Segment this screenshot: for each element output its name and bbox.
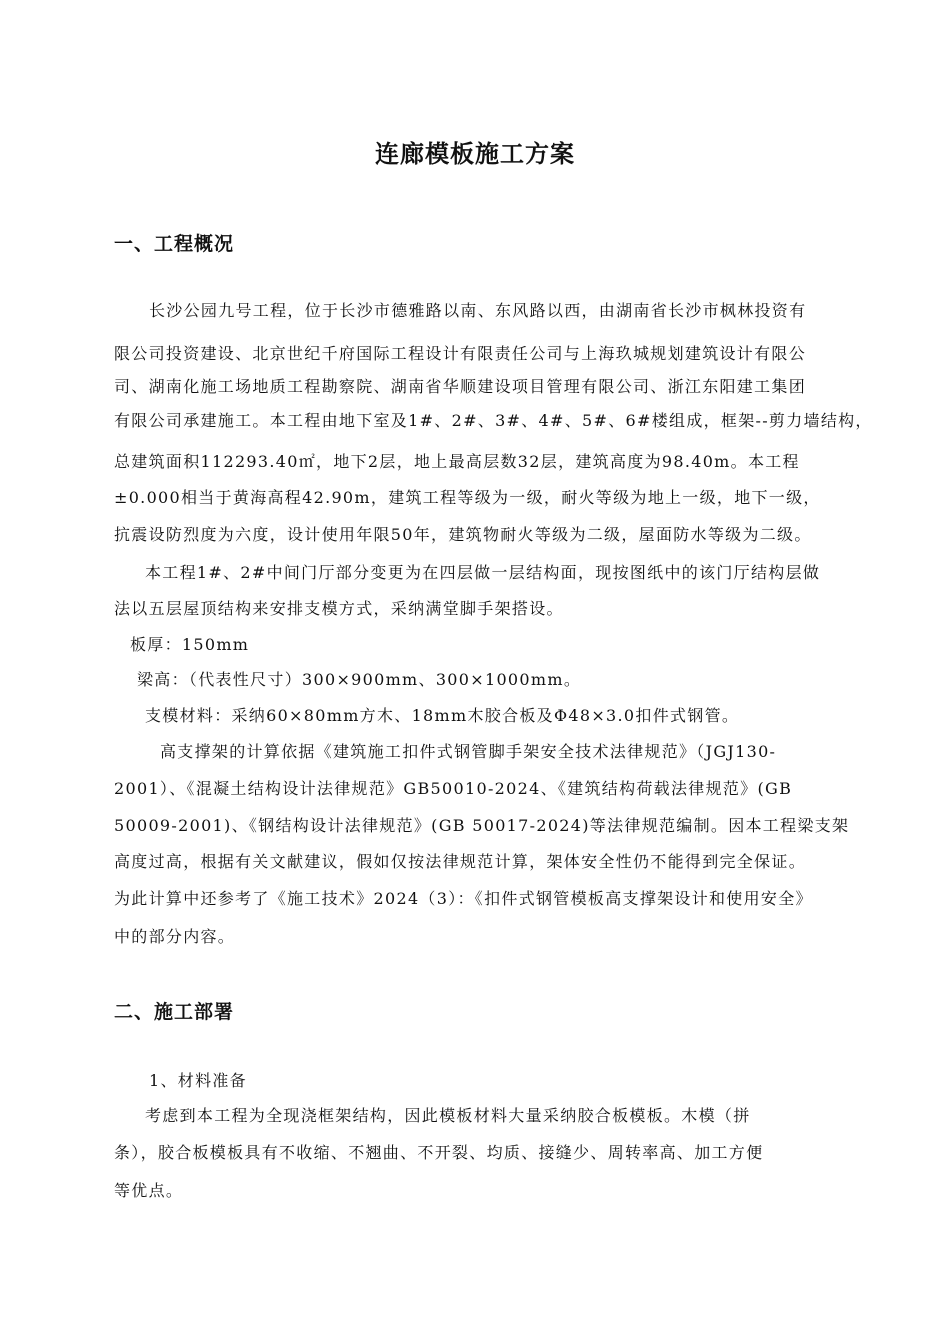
- paragraph-line: 条），胶合板模板具有不收缩、不翘曲、不开裂、均质、接缝少、周转率高、加工方便: [114, 1143, 764, 1162]
- paragraph-line: 2001）、《混凝土结构设计法律规范》GB50010-2024、《建筑结构荷载法律规范》(GB: [114, 779, 793, 798]
- slab-thickness-spec: 板厚：150mm: [130, 635, 250, 654]
- document-title: 连廊模板施工方案: [375, 140, 575, 168]
- paragraph-line: 有限公司承建施工。本工程由地下室及1#、2#、3#、4#、5#、6#楼组成，框架--剪力墙结构，: [114, 411, 873, 430]
- formwork-material-spec: 支模材料：采纳60×80mm方木、18mm木胶合板及Φ48×3.0扣件式钢管。: [145, 706, 740, 725]
- beam-height-spec: 梁高：（代表性尺寸）300×900mm、300×1000mm。: [137, 670, 582, 689]
- paragraph-line: 本工程1#、2#中间门厅部分变更为在四层做一层结构面，现按图纸中的该门厅结构层做: [145, 563, 821, 582]
- paragraph-line: 总建筑面积112293.40㎡，地下2层，地上最高层数32层，建筑高度为98.40m。本工程: [114, 452, 800, 471]
- subheading-material-preparation: 1、材料准备: [149, 1071, 247, 1090]
- paragraph-line: 抗震设防烈度为六度，设计使用年限50年，建筑物耐火等级为二级，屋面防水等级为二级。: [114, 525, 812, 544]
- paragraph-line: 高支撑架的计算依据《建筑施工扣件式钢管脚手架安全技术法律规范》（JGJ130-: [160, 742, 777, 761]
- paragraph-line: 高度过高，根据有关文献建议，假如仅按法律规范计算，架体安全性仍不能得到完全保证。: [114, 852, 807, 871]
- paragraph-line: 法以五层屋顶结构来安排支模方式，采纳满堂脚手架搭设。: [114, 599, 564, 618]
- paragraph-line: 50009-2001)、《钢结构设计法律规范》(GB 50017-2024)等法律规范编制。因本工程梁支架: [114, 816, 850, 835]
- section-heading-deployment: 二、施工部署: [114, 1001, 235, 1023]
- paragraph-line: 考虑到本工程为全现浇框架结构，因此模板材料大量采纳胶合板模板。木模（拼: [145, 1106, 751, 1125]
- paragraph-line: 等优点。: [114, 1181, 184, 1200]
- paragraph-line: ±0.000相当于黄海高程42.90m，建筑工程等级为一级，耐火等级为地上一级，地下一级，: [114, 488, 821, 507]
- paragraph-line: 司、湖南化施工场地质工程勘察院、湖南省华顺建设项目管理有限公司、浙江东阳建工集团: [114, 377, 807, 396]
- section-heading-overview: 一、工程概况: [114, 233, 235, 255]
- paragraph-line: 中的部分内容。: [114, 927, 236, 946]
- paragraph-line: 限公司投资建设、北京世纪千府国际工程设计有限责任公司与上海玖城规划建筑设计有限公: [114, 344, 807, 363]
- paragraph-line: 长沙公园九号工程，位于长沙市德雅路以南、东风路以西，由湖南省长沙市枫林投资有: [149, 301, 807, 320]
- paragraph-line: 为此计算中还参考了《施工技术》2024（3）：《扣件式钢管模板高支撑架设计和使用安全》: [114, 889, 813, 908]
